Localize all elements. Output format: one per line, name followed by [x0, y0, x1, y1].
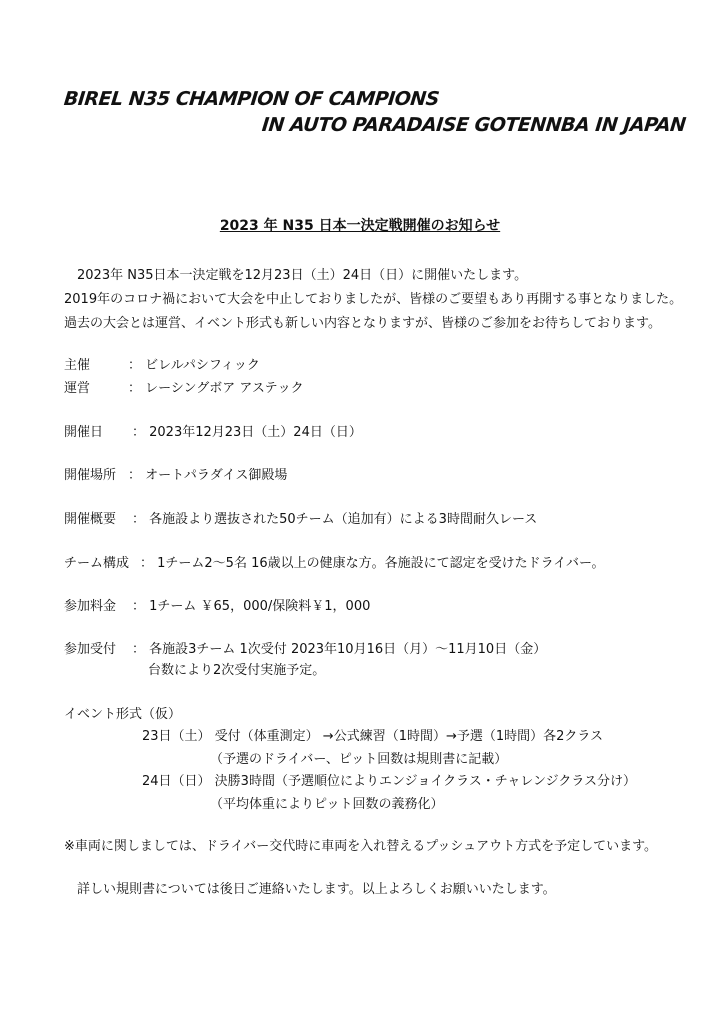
detail-value-operator: ： レーシングボア アステック	[128, 381, 304, 396]
event-heading: イベント形式（仮）	[64, 707, 182, 722]
detail-label-fee: 参加料金	[64, 599, 117, 614]
entry-note: 台数により2次受付実施予定。	[148, 663, 326, 678]
intro-line: 2019年のコロナ禍において大会を中止しておりましたが、皆様のご要望もあり再開する事となりました。	[64, 292, 683, 307]
detail-label-date: 開催日	[64, 425, 104, 440]
page-title: 2023 年 N35 日本一決定戦開催のお知らせ	[219, 218, 501, 234]
intro-line: 過去の大会とは運営、イベント形式も新しい内容となりますが、皆様のご参加をお待ちしております。	[64, 316, 661, 331]
detail-value-venue: ： オートパラダイス御殿場	[128, 468, 288, 483]
detail-label-team: チーム構成	[64, 556, 130, 571]
event-day1-note: （予選のドライバー、ピット回数は規則書に記載）	[210, 752, 508, 767]
detail-label-entry: 参加受付	[64, 642, 117, 657]
banner-line-1: BIREL N35 CHAMPION OF CAMPIONS	[62, 88, 441, 110]
banner-line-2: IN AUTO PARADAISE GOTENNBA IN JAPAN	[260, 114, 687, 136]
detail-value-organizer: ： ビレルパシフィック	[128, 358, 260, 373]
detail-label-organizer: 主催	[64, 358, 91, 373]
detail-value-entry: ： 各施設3チーム 1次受付 2023年10月16日（月）～11月10日（金）	[132, 642, 547, 657]
event-day1: 23日（土） 受付（体重測定） →公式練習（1時間）→予選（1時間）各2クラス	[142, 729, 604, 744]
detail-label-overview: 開催概要	[64, 512, 117, 527]
detail-value-overview: ： 各施設より選抜された50チーム（追加有）による3時間耐久レース	[132, 512, 538, 527]
intro-line: 2023年 N35日本一決定戦を12月23日（土）24日（日）に開催いたします。	[64, 268, 528, 283]
vehicle-note: ※車両に関しましては、ドライバー交代時に車両を入れ替えるプッシュアウト方式を予定しています。	[64, 839, 658, 854]
detail-label-operator: 運営	[64, 381, 91, 396]
detail-value-date: ： 2023年12月23日（土）24日（日）	[132, 425, 362, 440]
event-day2: 24日（日） 決勝3時間（予選順位によりエンジョイクラス・チャレンジクラス分け）	[142, 774, 637, 789]
detail-value-fee: ： 1チーム ￥65，000/保険料￥1，000	[132, 599, 371, 614]
closing-text: 詳しい規則書については後日ご連絡いたします。以上よろしくお願いいたします。	[64, 882, 556, 897]
detail-value-team: ： 1チーム2～5名 16歳以上の健康な方。各施設にて認定を受けたドライバー。	[140, 556, 605, 571]
event-day2-note: （平均体重によりピット回数の義務化）	[210, 797, 444, 812]
detail-label-venue: 開催場所	[64, 468, 117, 483]
